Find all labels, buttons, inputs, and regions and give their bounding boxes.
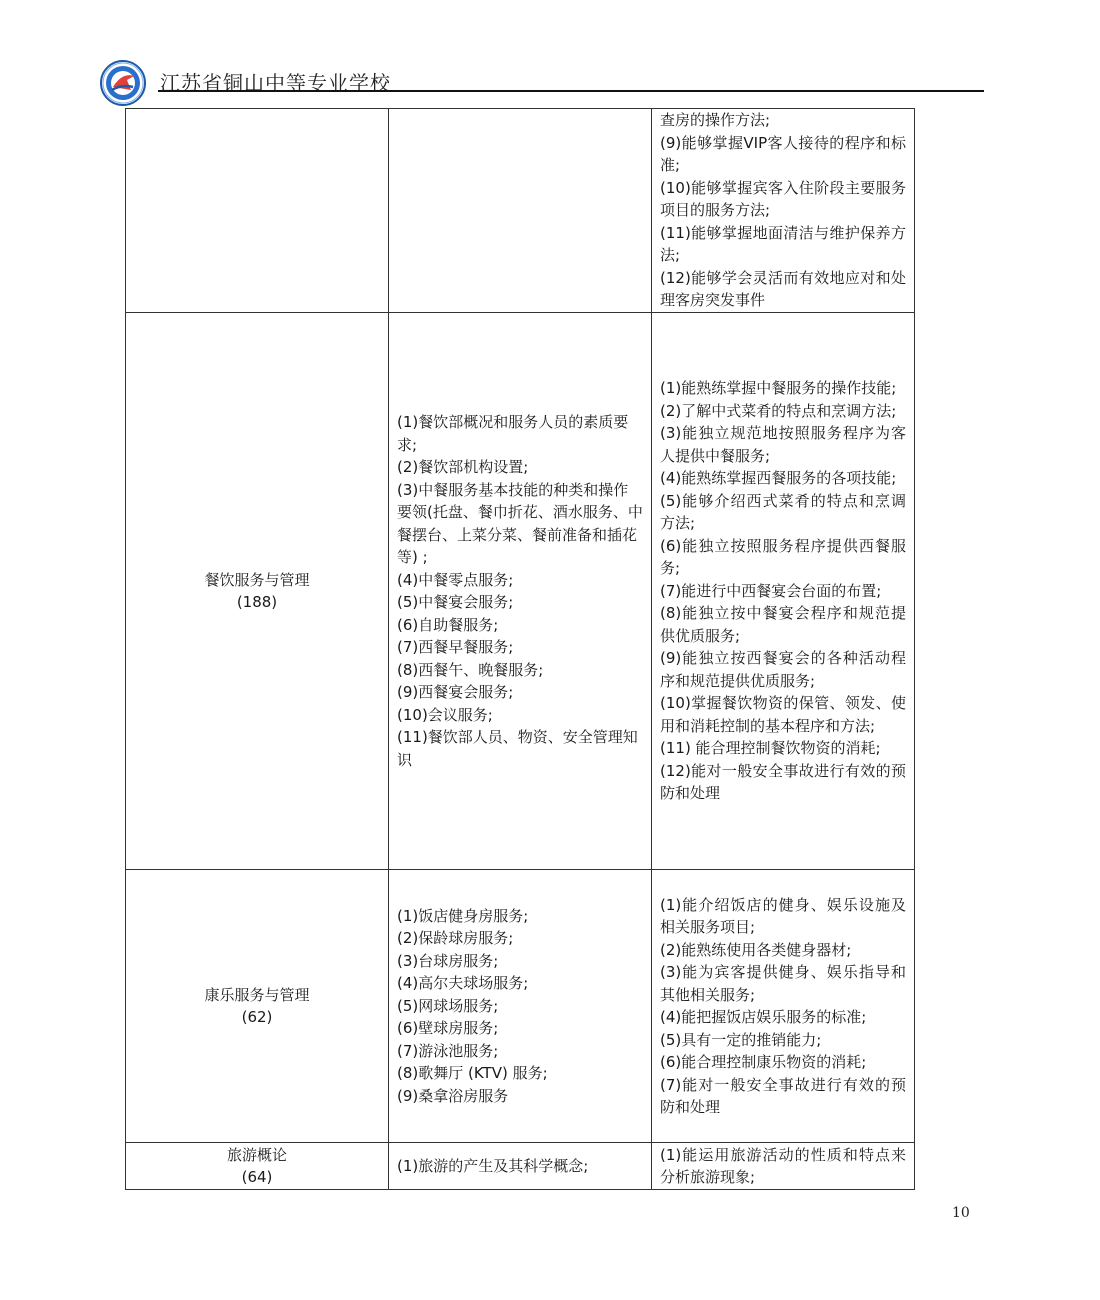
course-table xyxy=(125,108,915,1190)
goal-item: (1)能介绍饭店的健身、娱乐设施及相关服务项目; xyxy=(660,895,906,936)
table-row xyxy=(126,313,915,870)
goal-item: (2)能熟练使用各类健身器材; xyxy=(660,940,852,959)
goal-cell xyxy=(652,1143,915,1190)
school-logo-icon xyxy=(100,60,146,106)
content-item: (2)保龄球房服务; xyxy=(397,929,514,948)
content-item: (10)会议服务; xyxy=(397,705,493,724)
content-item: (4)高尔夫球场服务; xyxy=(397,974,529,993)
course-hours: (64) xyxy=(241,1168,273,1186)
goal-item: (9)能够掌握VIP客人接待的程序和标准; xyxy=(660,133,906,175)
course-name-cell xyxy=(126,870,389,1143)
content-item: (7)游泳池服务; xyxy=(397,1041,499,1060)
page-number: 10 xyxy=(952,1205,970,1221)
content-item: (4)中餐零点服务; xyxy=(397,570,514,589)
school-name: 江苏省铜山中等专业学校 xyxy=(160,71,391,95)
goal-item: (3)能为宾客提供健身、娱乐指导和其他相关服务; xyxy=(660,963,906,1004)
content-cell xyxy=(389,313,652,870)
goal-item: (6)能合理控制康乐物资的消耗; xyxy=(660,1053,867,1071)
content-item: (6)壁球房服务; xyxy=(397,1019,499,1038)
content-item: (9)西餐宴会服务; xyxy=(397,683,514,701)
course-name: 餐饮服务与管理 xyxy=(204,570,310,589)
content-cell xyxy=(389,870,652,1143)
goal-item: (6)能独立按照服务程序提供西餐服务; xyxy=(660,536,906,578)
content-item: (9)桑拿浴房服务 xyxy=(397,1086,509,1105)
course-hours: (62) xyxy=(241,1008,273,1026)
content-item: (6)自助餐服务; xyxy=(397,615,499,634)
goal-item: (1)能运用旅游活动的性质和特点来分析旅游现象; xyxy=(660,1145,906,1186)
goal-item: (4)能把握饭店娱乐服务的标准; xyxy=(660,1008,867,1026)
goal-item: (1)能熟练掌握中餐服务的操作技能; xyxy=(660,379,897,398)
goal-item: (7)能对一般安全事故进行有效的预防和处理 xyxy=(660,1075,906,1116)
course-hours: (188) xyxy=(236,593,278,611)
header-divider xyxy=(158,90,984,92)
content-item: (5)中餐宴会服务; xyxy=(397,593,514,611)
goal-item: (8)能独立按中餐宴会程序和规范提供优质服务; xyxy=(660,604,906,645)
content-item: (7)西餐早餐服务; xyxy=(397,638,514,656)
goal-item: (12)能对一般安全事故进行有效的预防和处理 xyxy=(660,761,906,803)
content-item: (1)餐饮部概况和服务人员的素质要求; xyxy=(397,413,629,454)
goal-cell xyxy=(652,313,915,870)
goal-item: (7)能进行中西餐宴会台面的布置; xyxy=(660,581,882,600)
course-name-cell xyxy=(126,109,389,313)
content-item: (11)餐饮部人员、物资、安全管理知识 xyxy=(397,728,638,769)
goal-item: (9)能独立按西餐宴会的各种活动程序和规范提供优质服务; xyxy=(660,649,906,690)
content-item: (2)餐饮部机构设置; xyxy=(397,458,529,476)
content-cell xyxy=(389,1143,652,1190)
goal-item: (5)具有一定的推销能力; xyxy=(660,1030,822,1049)
table-row xyxy=(126,1143,915,1190)
goal-item: (5)能够介绍西式菜肴的特点和烹调方法; xyxy=(660,491,906,533)
goal-cell xyxy=(652,870,915,1143)
goal-item: 查房的操作方法; xyxy=(660,111,771,130)
goal-item: (11) 能合理控制餐饮物资的消耗; xyxy=(660,739,881,758)
goal-item: (10)能够掌握宾客入住阶段主要服务项目的服务方法; xyxy=(660,178,906,220)
course-name-cell xyxy=(126,313,389,870)
course-name: 旅游概论 xyxy=(226,1145,287,1164)
content-item: (1)饭店健身房服务; xyxy=(397,906,529,925)
content-item: (5)网球场服务; xyxy=(397,996,499,1015)
content-item: (8)西餐午、晚餐服务; xyxy=(397,660,544,679)
goal-item: (2)了解中式菜肴的特点和烹调方法; xyxy=(660,401,897,420)
course-name: 康乐服务与管理 xyxy=(204,985,310,1004)
goal-item: (11)能够掌握地面清洁与维护保养方法; xyxy=(660,223,906,265)
goal-item: (10)掌握餐饮物资的保管、领发、使用和消耗控制的基本程序和方法; xyxy=(660,694,906,735)
content-item: (3)台球房服务; xyxy=(397,951,499,970)
goal-item: (4)能熟练掌握西餐服务的各项技能; xyxy=(660,469,897,488)
goal-item: (3)能独立规范地按照服务程序为客人提供中餐服务; xyxy=(660,424,906,465)
goal-item: (12)能够学会灵活而有效地应对和处理客房突发事件 xyxy=(660,268,906,310)
content-item: (8)歌舞厅 (KTV) 服务; xyxy=(397,1064,548,1083)
content-item: (3)中餐服务基本技能的种类和操作要领(托盘、餐巾折花、酒水服务、中餐摆台、上菜分菜、餐前准备和插花等) ; xyxy=(397,480,643,566)
content-item: (1)旅游的产生及其科学概念; xyxy=(397,1156,589,1175)
course-name-cell xyxy=(126,1143,389,1190)
content-cell xyxy=(389,109,652,313)
table-row xyxy=(126,109,915,313)
goal-cell xyxy=(652,109,915,313)
table-row xyxy=(126,870,915,1143)
page-header xyxy=(100,60,984,100)
